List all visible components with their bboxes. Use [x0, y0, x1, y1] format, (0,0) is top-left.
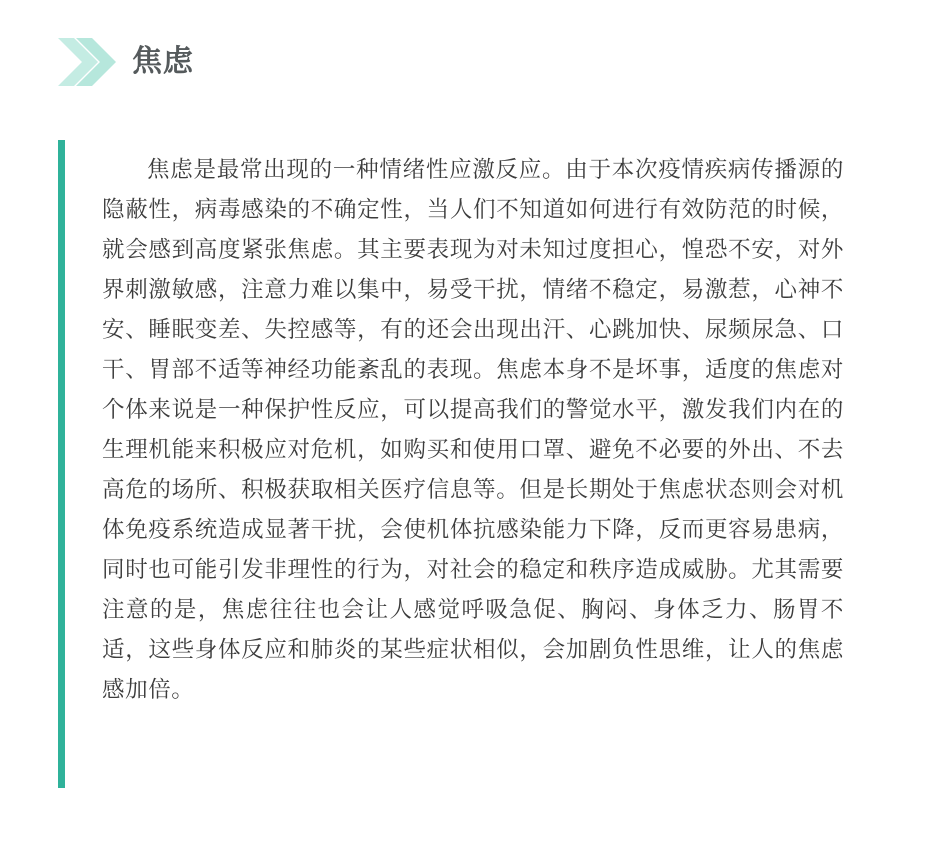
section-heading — [56, 30, 194, 94]
accent-bar — [58, 140, 65, 788]
section-title: 焦虑 — [132, 44, 194, 79]
body-paragraph: 焦虑是最常出现的一种情绪性应激反应。由于本次疫情疾病传播源的隐蔽性，病毒感染的不确定性，当人们不知道如何进行有效防范的时候，就会感到高度紧张焦虑。其主要表现为对未知过度担心，惶恐不安，对外界刺激敏感，注意力难以集中，易受干扰，情绪不稳定，易激惹，心神不安、睡眠变差、失控感等，有的还会出现出汗、心跳加快、尿频尿急、口干、胃部不适等神经功能紊乱的表现。焦虑本身不是坏事，适度的焦虑对个体来说是一种保护性反应，可以提高我们的警觉水平，激发我们内在的生理机能来积极应对危机，如购买和使用口罩、避免不必要的外出、不去高危的场所、积极获取相关医疗信息等。但是长期处于焦虑状态则会对机体免疫系统造成显著干扰，会使机体抗感染能力下降，反而更容易患病，同时也可能引发非理性的行为，对社会的稳定和秩序造成威胁。尤其需要注意的是，焦虑往往也会让人感觉呼吸急促、胸闷、身体乏力、肠胃不适，这些身体反应和肺炎的某些症状相似，会加剧负性思维，让人的焦虑感加倍。 — [102, 157, 844, 703]
double-chevron-right-icon — [56, 30, 120, 94]
